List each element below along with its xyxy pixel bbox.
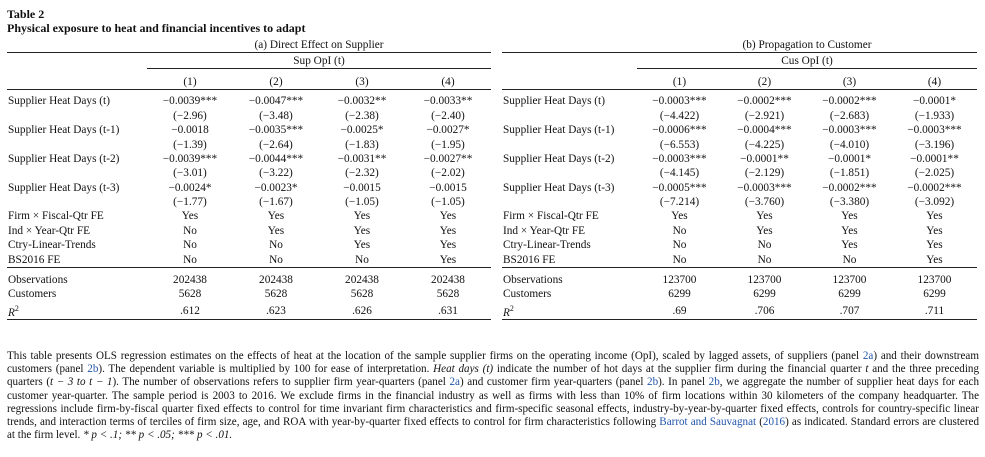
column-number: (1) [147,75,233,90]
row-label: Ind × Year-Qtr FE [503,224,586,237]
coefficient-value: −0.0002*** [907,181,962,194]
coefficient-value: −0.0004*** [737,124,792,137]
coefficient-value: −0.0001** [910,152,959,165]
t-statistic: (−2.921) [744,109,785,122]
row-label: Customers [8,288,57,301]
dependent-variable: Cus OpI (t) [637,53,977,68]
statistic-value: .706 [722,302,807,320]
statistic-value: 123700 [747,274,782,287]
panel-title-row [7,38,491,53]
blank-cell [7,166,147,180]
t-statistic: (−2.683) [829,109,870,122]
statistic-value: .711 [892,302,977,320]
fixed-effect-value: No [269,239,283,252]
table-title: Physical exposure to heat and financial incentives to adapt [7,21,306,35]
fixed-effect-value: No [637,252,722,267]
row-label: Supplier Heat Days (t-2) [8,152,120,165]
statistic-value: .626 [319,302,405,320]
t-statistic: (−1.39) [173,138,207,151]
column-number: (3) [807,75,892,90]
t-statistic: (−4.225) [744,138,785,151]
blank-cell [502,166,637,180]
depvar-row [502,53,977,68]
statistic-value: 202438 [431,274,465,287]
blank-cell [502,109,637,123]
statistic-value: .69 [637,302,722,320]
coefficient-value: −0.0003*** [737,181,792,194]
row-label-r-squared [502,302,637,320]
blank-cell [7,195,147,209]
ref-panel-2a[interactable]: 2a [862,350,874,362]
coefficient-value: −0.0002*** [737,95,792,108]
ref-panel-2b[interactable]: 2b [647,376,659,389]
fixed-effect-value: Yes [926,210,943,223]
regression-table [502,38,977,320]
coefficient-value: −0.0018 [171,124,209,137]
coefficient-value: −0.0027** [423,152,473,165]
row-label: BS2016 FE [502,252,637,267]
coefficient-row [502,181,977,195]
coefficient-value: −0.0003*** [822,124,877,137]
fixed-effect-row [502,252,977,267]
fixed-effect-row [7,238,491,252]
t-statistic: (−3.22) [259,167,293,180]
coefficient-value: −0.0039*** [162,95,218,108]
statistic-value: 5628 [178,288,202,301]
t-statistic: (−1.851) [829,167,870,180]
t-statistic: (−3.01) [173,167,207,180]
t-statistic: (−3.760) [744,196,785,209]
statistic-value: .612 [147,302,233,320]
statistic-value: 202438 [173,274,207,287]
statistic-value: .623 [233,302,319,320]
table-caption [7,7,305,35]
t-statistic: (−7.214) [659,196,700,209]
t-statistic: (−2.64) [259,138,293,151]
statistic-value: .707 [807,302,892,320]
statistic-value: 6299 [668,288,691,301]
fixed-effect-value: Yes [756,210,773,223]
coefficient-value: −0.0003*** [652,95,707,108]
t-statistic-row [7,109,491,123]
statistic-value: 6299 [923,288,946,301]
fixed-effect-value: Yes [267,224,285,237]
coefficient-value: −0.0044*** [248,152,304,165]
t-statistic: (−2.32) [345,167,379,180]
fixed-effect-value: No [722,252,807,267]
t-statistic: (−1.77) [173,196,207,209]
row-label: Observations [503,274,563,287]
coefficient-value: −0.0047*** [248,95,304,108]
fixed-effect-row [7,252,491,267]
statistic-value: 202438 [259,274,293,287]
t-statistic: (−2.40) [431,109,465,122]
citation-year[interactable]: 2016 [762,416,786,429]
t-statistic: (−2.96) [173,109,207,122]
blank-cell [7,53,147,68]
coefficient-value: −0.0002*** [822,95,877,108]
coefficient-value: −0.0005*** [652,181,707,194]
statistic-value: 6299 [838,288,861,301]
coefficient-value: −0.0003*** [907,124,962,137]
r-squared-label: R [503,306,510,319]
t-statistic: (−2.02) [431,167,465,180]
r-squared-exponent: 2 [509,303,514,313]
fixed-effect-value: Yes [841,224,858,237]
coefficient-value: −0.0025* [340,124,384,137]
fixed-effect-value: Yes [671,210,688,223]
t-statistic: (−3.48) [259,109,293,122]
fixed-effect-value: Yes [926,224,943,237]
coefficient-row [502,90,977,109]
fixed-effect-value: No [672,239,687,252]
t-statistic: (−2.129) [744,167,785,180]
fixed-effect-row [502,238,977,252]
coefficient-value: −0.0035*** [248,124,304,137]
row-label-r-squared [7,302,147,320]
t-statistic: (−3.380) [829,196,870,209]
table-number: Table 2 [7,7,45,21]
citation-barrot-sauvagnat[interactable]: Barrot and Sauvagnat [659,416,757,429]
ref-panel-2b[interactable]: 2b [708,376,720,389]
fixed-effect-value: Yes [267,210,285,223]
fixed-effect-value: Yes [926,239,943,252]
fixed-effect-value: No [183,239,197,252]
t-statistic: (−4.422) [659,109,700,122]
coefficient-value: −0.0003*** [652,152,707,165]
row-label: Ctry-Linear-Trends [503,239,591,252]
row-label: Supplier Heat Days (t-3) [503,181,615,194]
fixed-effect-value: No [757,239,772,252]
coefficient-row [7,181,491,195]
column-number: (1) [637,75,722,90]
fixed-effect-value: No [807,252,892,267]
blank-cell [7,137,147,151]
t-statistic: (−3.092) [914,196,955,209]
fixed-effect-value: Yes [353,210,371,223]
coefficient-value: −0.0002*** [822,181,877,194]
fixed-effect-value: Yes [841,239,858,252]
ref-panel-2a[interactable]: 2a [449,376,460,389]
fixed-effect-row [7,209,491,223]
regression-table [7,38,491,320]
coefficient-value: −0.0015 [343,181,381,194]
fixed-effect-value: No [672,224,687,237]
t-statistic-row [7,137,491,151]
coefficient-value: −0.0023* [254,181,298,194]
t-statistic-row [502,195,977,209]
coefficient-value: −0.0032** [337,95,387,108]
statistic-value: .631 [405,302,491,320]
t-statistic: (−1.05) [431,196,465,209]
fixed-effect-row [7,224,491,238]
coefficient-row [502,123,977,137]
fixed-effect-value: Yes [353,224,371,237]
row-label: Observations [8,274,68,287]
t-statistic-row [502,137,977,151]
fixed-effect-row [502,224,977,238]
t-statistic: (−3.196) [914,138,955,151]
coefficient-value: −0.0033** [423,95,473,108]
coefficient-row [7,123,491,137]
t-statistic-row [7,166,491,180]
statistic-row [502,287,977,301]
t-statistic: (−1.67) [259,196,293,209]
coefficient-value: −0.0039*** [162,152,218,165]
column-number: (2) [233,75,319,90]
t-statistic: (−1.05) [345,196,379,209]
column-number: (4) [892,75,977,90]
row-label: Ctry-Linear-Trends [8,239,96,252]
statistic-value: 123700 [832,274,867,287]
coefficient-row [7,152,491,166]
t-statistic-row [7,195,491,209]
row-label: Supplier Heat Days (t-3) [8,181,120,194]
t-statistic: (−2.38) [345,109,379,122]
dependent-variable: Sup OpI (t) [147,53,491,68]
statistic-value: 5628 [264,288,288,301]
row-label: Supplier Heat Days (t-1) [503,124,615,137]
t-statistic: (−4.010) [829,138,870,151]
table-notes: This table presents OLS regression estimates on the effects of heat at the location of the sample supplier firms on the operating income (OpI), scaled by lagged assets, of suppliers (panel 2a) and their downstream customers (panel 2b). The dependent variable is multiplied by 100 for ease of interpretation. Heat days (t) indicate the number of hot days at the supplier firm during the financial quarter t and the three preceding quarters (t − 3 to t − 1). The number of observations refers to supplier firm year-quarters (panel 2a) and customer firm year-quarters (panel 2b). In panel 2b, we aggregate the number of supplier heat days for each customer year-quarter. The sample period is 2003 to 2016. We exclude firms in the financial industry as well as firms with less than 10% of firm locations within 30 kilometers of the company headquarter. The regressions include firm-by-fiscal quarter fixed effects to control for time invariant firm characteristics and firm-specific seasonal effects, industry-by-year-by-quarter fixed effects, controls for country-specific linear trends, and interaction terms of terciles of firm size, age, and ROA with year-by-quarter fixed effects to control for firm characteristics following Barrot and Sauvagnat (2016) as indicated. Standard errors are clustered at the firm level. * p < .1; ** p < .05; *** p < .01. [7,350,980,442]
row-label: Supplier Heat Days (t-1) [8,124,120,137]
fixed-effect-value: Yes [181,210,199,223]
significance-legend: * p < .1; ** p < .05; *** p < .01. [83,429,233,442]
blank-cell [7,109,147,123]
t-statistic: (−1.95) [431,138,465,151]
row-label: Ind × Year-Qtr FE [8,224,91,237]
t-statistic-row [502,166,977,180]
panel-a [7,38,491,320]
t-statistic: (−1.933) [914,109,955,122]
column-number: (2) [722,75,807,90]
coefficient-row [7,90,491,109]
blank-cell [502,38,637,53]
statistic-row [7,287,491,301]
panel-title: (b) Propagation to Customer [742,39,872,52]
t-statistic: (−4.145) [659,167,700,180]
statistic-row [502,267,977,287]
coefficient-value: −0.0015 [429,181,467,194]
coefficient-value: −0.0027* [426,124,470,137]
coefficient-value: −0.0031** [337,152,387,165]
blank-cell [7,75,147,90]
statistic-row [502,302,977,320]
t-statistic: (−6.553) [659,138,700,151]
coefficient-value: −0.0006*** [652,124,707,137]
panel-title: (a) Direct Effect on Supplier [254,39,384,52]
fixed-effect-value: Yes [756,224,773,237]
fixed-effect-value: Yes [439,224,457,237]
fixed-effect-value: Yes [892,252,977,267]
blank-cell [502,137,637,151]
blank-cell [502,53,637,68]
column-number: (4) [405,75,491,90]
row-label: Customers [503,288,552,301]
row-label: Firm × Fiscal-Qtr FE [503,210,599,223]
r-squared-label: R [8,306,15,319]
fixed-effect-value: Yes [439,239,457,252]
fixed-effect-value: Yes [405,252,491,267]
t-statistic: (−1.83) [345,138,379,151]
column-number-row [7,75,491,90]
blank-cell [7,38,147,53]
fixed-effect-value: No [319,252,405,267]
fixed-effect-value: No [147,252,233,267]
coefficient-value: −0.0024* [168,181,212,194]
blank-cell [502,75,637,90]
t-statistic: (−2.025) [914,167,955,180]
fixed-effect-value: Yes [841,210,858,223]
t-statistic-row [502,109,977,123]
row-label: BS2016 FE [7,252,147,267]
statistic-value: 123700 [917,274,952,287]
statistic-value: 6299 [753,288,776,301]
row-label: Supplier Heat Days (t) [503,95,605,108]
panel-title-row [502,38,977,53]
statistic-row [7,302,491,320]
statistic-value: 202438 [345,274,379,287]
fixed-effect-value: Yes [439,210,457,223]
column-number: (3) [319,75,405,90]
row-label: Firm × Fiscal-Qtr FE [8,210,104,223]
ref-panel-2b[interactable]: 2b [87,363,99,376]
statistic-row [7,267,491,287]
depvar-row [7,53,491,68]
panel-b [502,38,977,320]
statistic-value: 5628 [436,288,460,301]
coefficient-row [502,152,977,166]
coefficient-value: −0.0001* [827,152,872,165]
fixed-effect-value: Yes [353,239,371,252]
coefficient-value: −0.0001* [912,95,957,108]
row-label: Supplier Heat Days (t) [8,95,110,108]
coefficient-value: −0.0001** [740,152,789,165]
r-squared-exponent: 2 [14,303,19,313]
fixed-effect-value: No [233,252,319,267]
fixed-effect-row [502,209,977,223]
blank-cell [502,195,637,209]
fixed-effect-value: No [183,224,197,237]
statistic-value: 5628 [350,288,374,301]
statistic-value: 123700 [662,274,697,287]
column-number-row [502,75,977,90]
row-label: Supplier Heat Days (t-2) [503,152,615,165]
